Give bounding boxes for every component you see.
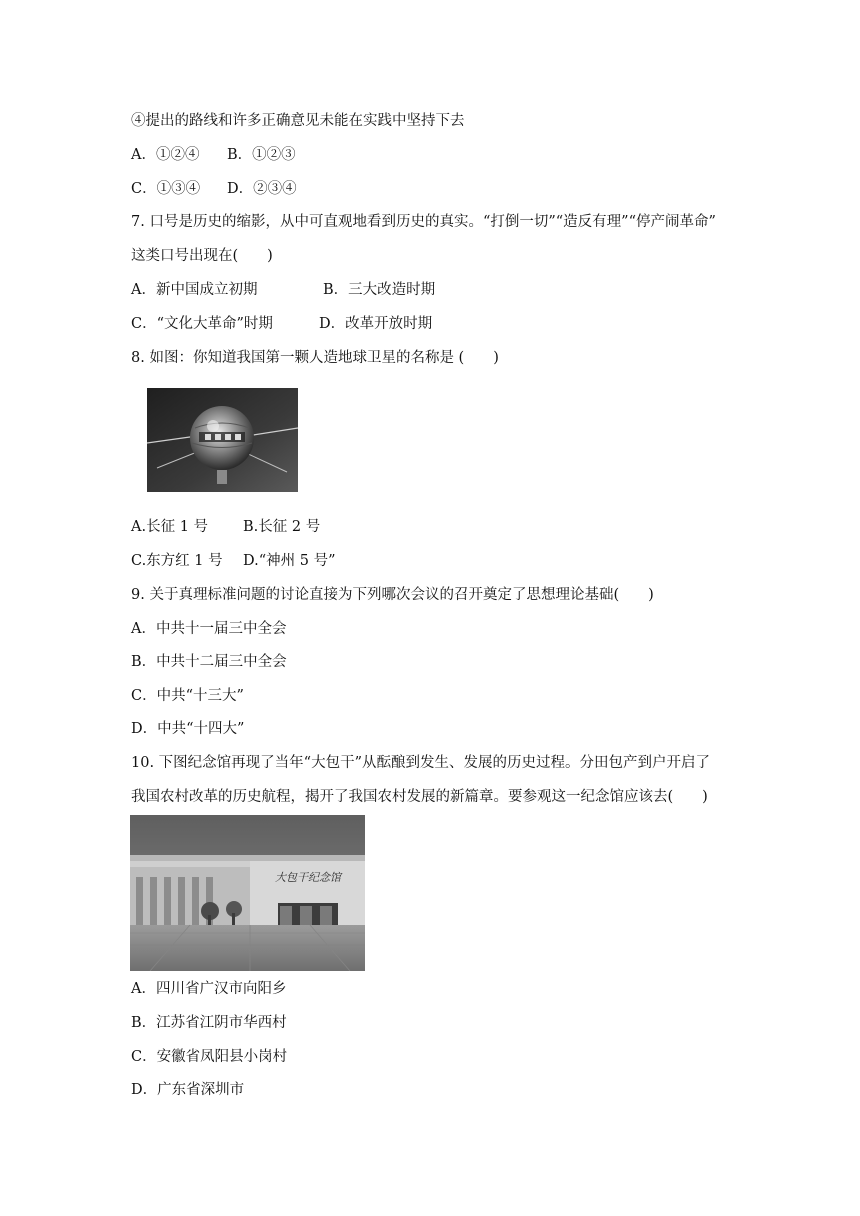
question-6-option-d: D．②③④ [227, 181, 297, 197]
question-10-option-b: B．江苏省江阴市华西村 [131, 1015, 287, 1031]
question-6-option-b: B．①②③ [227, 147, 296, 163]
question-8-options-cd [131, 551, 336, 571]
question-10-stem-line-1: 10. 下图纪念馆再现了当年“大包干”从酝酿到发生、发展的历史过程。分田包产到户开启了 [131, 755, 710, 771]
question-6-option-a: A．①②④ [131, 147, 200, 163]
question-8-option-d: D.“神州 5 号” [243, 553, 336, 569]
question-6-option-c: C．①③④ [131, 181, 201, 197]
question-8-options-ab [131, 517, 320, 537]
museum-sign: 大包干纪念馆 [275, 871, 341, 884]
question-7-options-cd [131, 314, 432, 334]
question-7-option-c: C．“文化大革命”时期 [131, 316, 273, 332]
question-9-option-b: B．中共十二届三中全会 [131, 654, 287, 670]
question-9-option-c: C．中共“十三大” [131, 688, 244, 704]
question-6-statement-4: ④提出的路线和许多正确意见未能在实践中坚持下去 [131, 113, 465, 129]
question-10-option-a: A．四川省广汉市向阳乡 [131, 981, 287, 997]
question-10-option-c: C．安徽省凤阳县小岗村 [131, 1049, 288, 1065]
satellite-photo [147, 388, 298, 492]
question-10-option-d: D．广东省深圳市 [131, 1082, 245, 1098]
question-6-options-ab [131, 145, 296, 165]
question-7-option-a: A．新中国成立初期 [131, 282, 258, 298]
question-7-stem-line-1: 7. 口号是历史的缩影，从中可直观地看到历史的真实。“打倒一切”“造反有理”“停产闹革命” [131, 214, 716, 230]
question-7-option-d: D．改革开放时期 [319, 316, 433, 332]
question-8-option-b: B.长征 2 号 [243, 519, 321, 535]
question-10-stem-line-2: 我国农村改革的历史航程，揭开了我国农村发展的新篇章。要参观这一纪念馆应该去( ) [131, 789, 708, 805]
question-6-options-cd [131, 179, 297, 199]
question-8-option-c: C.东方红 1 号 [131, 553, 223, 569]
question-7-options-ab [131, 280, 435, 300]
question-8-option-a: A.长征 1 号 [131, 519, 209, 535]
question-8-stem: 8. 如图：你知道我国第一颗人造地球卫星的名称是 ( ) [131, 350, 499, 366]
question-9-option-a: A．中共十一届三中全会 [131, 621, 287, 637]
museum-photo [130, 815, 365, 971]
question-7-stem-line-2: 这类口号出现在( ) [131, 248, 273, 264]
question-9-stem: 9. 关于真理标准问题的讨论直接为下列哪次会议的召开奠定了思想理论基础( ) [131, 587, 654, 603]
question-7-option-b: B．三大改造时期 [323, 282, 436, 298]
question-9-option-d: D．中共“十四大” [131, 721, 245, 737]
